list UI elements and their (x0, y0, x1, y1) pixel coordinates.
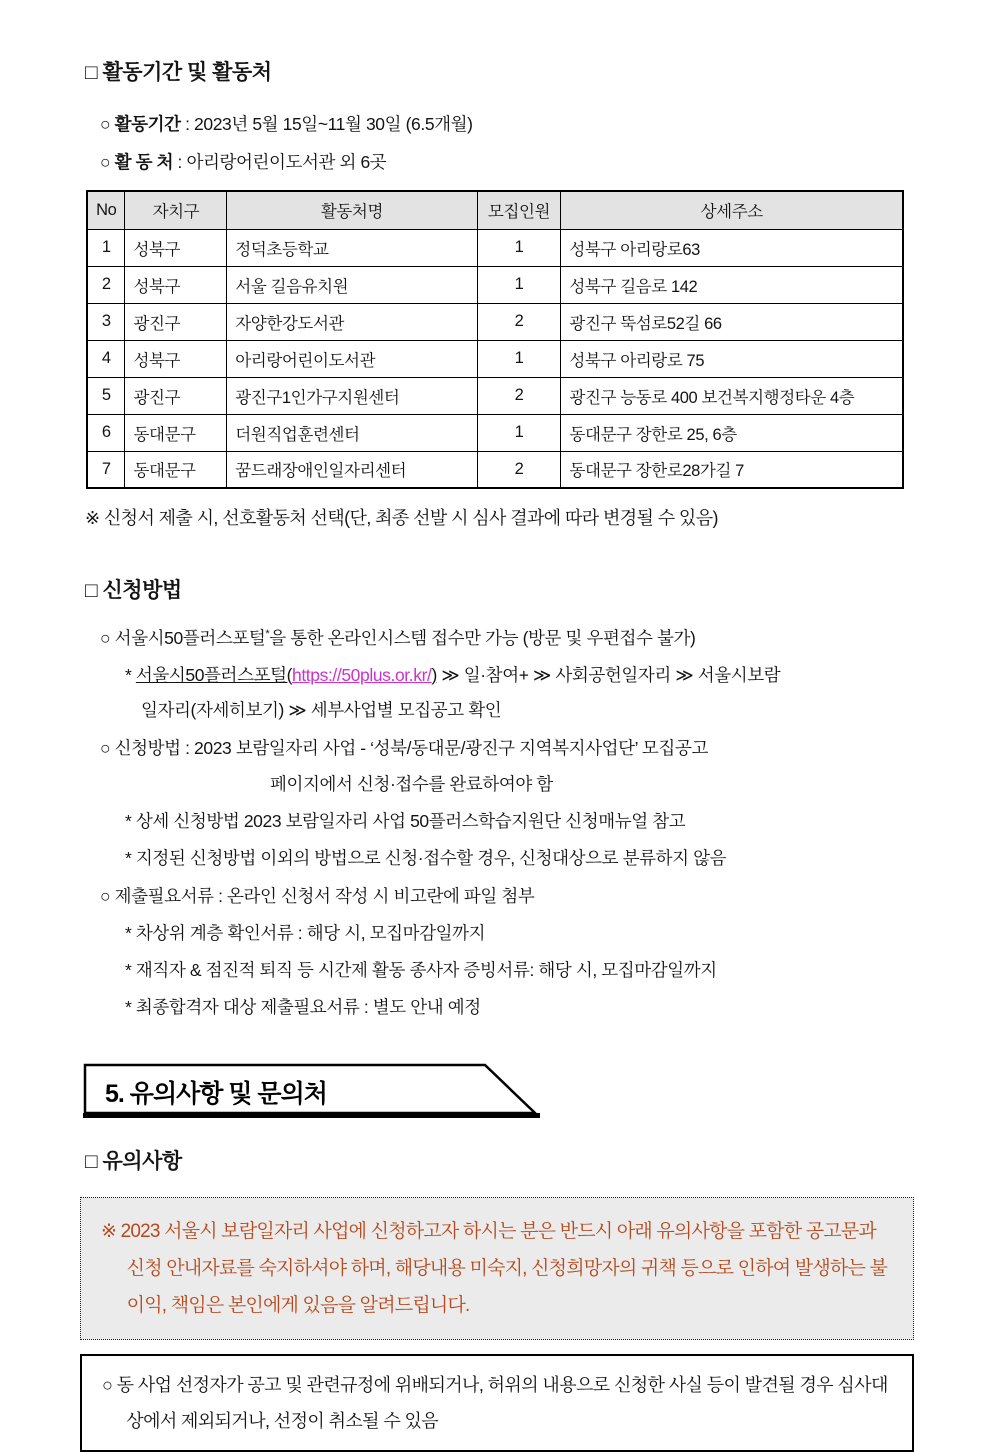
table-cell: 정덕초등학교 (227, 229, 477, 266)
table-header-row (87, 191, 903, 229)
table-cell: 동대문구 장한로 25, 6층 (561, 414, 903, 451)
table-header-cell: No (87, 191, 125, 229)
caution-box (80, 1354, 914, 1452)
table-cell: 동대문구 (125, 414, 227, 451)
notice-text: ※ 2023 서울시 보람일자리 사업에 신청하고자 하시는 분은 반드시 아래 유의사항을 포함한 공고문과 신청 안내자료를 숙지하셔야 하며, 해당내용 미숙지, 신청희망자의 귀책 등으로 인하여 발생하는 불이익, 책임은 본인에게 있음을 알려드립니다. (101, 1221, 888, 1316)
table-cell: 6 (87, 414, 125, 451)
activity-place-line (85, 150, 912, 174)
table-row (87, 266, 903, 303)
table-cell: 2 (477, 377, 561, 414)
activity-place-value: : 아리랑어린이도서관 외 6곳 (177, 152, 387, 172)
table-cell: 동대문구 장한로28가길 7 (561, 451, 903, 488)
banner-title: 5. 유의사항 및 문의처 (105, 1080, 327, 1108)
table-cell: 서울 길음유치원 (227, 266, 477, 303)
table-cell: 2 (477, 451, 561, 488)
apply-bullet-method: ○ 신청방법 : 2023 보람일자리 사업 - ‘성북/동대문/광진구 지역복지사업단’ 모집공고 (100, 738, 708, 758)
apply-sub-manual: * 상세 신청방법 2023 보람일자리 사업 50플러스학습지원단 신청매뉴얼 참고 (125, 811, 686, 831)
table-cell: 광진구1인가구지원센터 (227, 377, 477, 414)
apply-sub-employed-doc: * 재직자 & 점진적 퇴직 등 시간제 활동 종사자 증빙서류: 해당 시, 모집마감일까지 (125, 960, 717, 980)
section-heading-apply: □ 신청방법 (85, 579, 182, 602)
portal-path-line-2: 일자리(자세히보기) ≫ 세부사업별 모집공고 확인 (141, 700, 502, 720)
caution-text: ○ 동 사업 선정자가 공고 및 관련규정에 위배되거나, 허위의 내용으로 신청한 사실 등이 발견될 경우 심사대상에서 제외되거나, 선정이 취소될 수 있음 (102, 1375, 888, 1431)
table-cell: 아리랑어린이도서관 (227, 340, 477, 377)
table-cell: 광진구 능동로 400 보건복지행정타운 4층 (561, 377, 903, 414)
footnote-asterisk: * (265, 628, 270, 641)
table-cell: 광진구 뚝섬로52길 66 (561, 303, 903, 340)
table-cell: 4 (87, 340, 125, 377)
notice-box (80, 1197, 914, 1340)
table-row (87, 229, 903, 266)
portal-breadcrumb: ≫ 일·참여+ ≫ 사회공헌일자리 ≫ 서울시보람 (436, 665, 781, 685)
table-row (87, 414, 903, 451)
table-cell: 성북구 아리랑로 75 (561, 340, 903, 377)
section-heading-activity: □ 활동기간 및 활동처 (85, 61, 272, 84)
table-header-cell: 상세주소 (561, 191, 903, 229)
activity-place-label: ○ 활 동 처 (100, 152, 174, 172)
table-header-cell: 모집인원 (477, 191, 561, 229)
table-header-cell: 활동처명 (227, 191, 477, 229)
table-cell: 꿈드래장애인일자리센터 (227, 451, 477, 488)
portal-prefix: * (125, 665, 136, 685)
apply-bullet-online-pre: ○ 서울시50플러스포털 (100, 628, 266, 648)
table-row (87, 303, 903, 340)
table-cell: 3 (87, 303, 125, 340)
apply-sub-invalid-method: * 지정된 신청방법 이외의 방법으로 신청·접수할 경우, 신청대상으로 분류하지 않음 (125, 848, 727, 868)
table-cell: 7 (87, 451, 125, 488)
activity-period-line (85, 112, 912, 136)
table-cell: 1 (87, 229, 125, 266)
section-heading-caution: □ 유의사항 (85, 1150, 182, 1173)
activity-locations-table (86, 190, 904, 489)
table-cell: 동대문구 (125, 451, 227, 488)
apply-bullet-online (85, 626, 912, 650)
apply-bullet-documents: ○ 제출필요서류 : 온라인 신청서 작성 시 비고란에 파일 첨부 (100, 886, 535, 906)
apply-bullet-method-cont: 페이지에서 신청·접수를 완료하여야 함 (270, 774, 553, 794)
table-row (87, 451, 903, 488)
table-cell: 1 (477, 340, 561, 377)
table-row (87, 340, 903, 377)
table-cell: 1 (477, 229, 561, 266)
activity-period-value: : 2023년 5월 15일~11월 30일 (6.5개월) (185, 114, 473, 134)
table-cell: 2 (477, 303, 561, 340)
activity-period-label: ○ 활동기간 (100, 114, 181, 134)
apply-sub-final-doc: * 최종합격자 대상 제출필요서류 : 별도 안내 예정 (125, 997, 481, 1017)
portal-path-line (85, 663, 912, 687)
table-row (87, 377, 903, 414)
table-cell: 5 (87, 377, 125, 414)
table-cell: 성북구 아리랑로63 (561, 229, 903, 266)
table-cell: 광진구 (125, 303, 227, 340)
activity-table-body (87, 229, 903, 488)
table-cell: 광진구 (125, 377, 227, 414)
table-cell: 2 (87, 266, 125, 303)
table-header-cell: 자치구 (125, 191, 227, 229)
table-cell: 성북구 (125, 229, 227, 266)
portal-link[interactable]: https://50plus.or.kr/ (292, 665, 432, 685)
portal-underlined (136, 665, 437, 685)
table-cell: 자양한강도서관 (227, 303, 477, 340)
apply-sub-lowincome-doc: * 차상위 계층 확인서류 : 해당 시, 모집마감일까지 (125, 923, 486, 943)
table-cell: 성북구 (125, 340, 227, 377)
table-cell: 성북구 (125, 266, 227, 303)
section5-banner (83, 1063, 553, 1125)
table-footnote: ※ 신청서 제출 시, 선호활동처 선택(단, 최종 선발 시 심사 결과에 따라 변경될 수 있음) (85, 508, 718, 528)
table-cell: 더원직업훈련센터 (227, 414, 477, 451)
portal-close-paren: ) (431, 665, 437, 685)
table-cell: 1 (477, 414, 561, 451)
table-cell: 성북구 길음로 142 (561, 266, 903, 303)
portal-name: 서울시50플러스포털( (135, 665, 293, 685)
apply-bullet-online-post: 을 통한 온라인시스템 접수만 가능 (방문 및 우편접수 불가) (269, 628, 696, 648)
table-cell: 1 (477, 266, 561, 303)
